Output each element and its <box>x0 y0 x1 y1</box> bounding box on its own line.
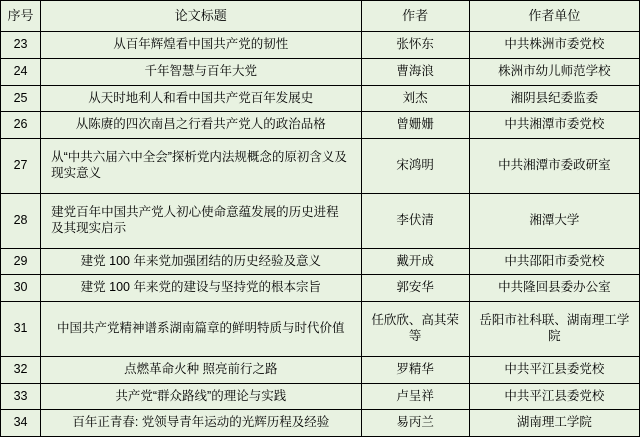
cell-title: 建党百年中国共产党人初心使命意蕴发展的历史进程及其现实启示 <box>41 193 362 248</box>
table-header <box>1 1 640 32</box>
cell-org: 中共邵阳市委党校 <box>469 248 639 275</box>
cell-title: 从陈赓的四次南昌之行看共产党人的政治品格 <box>41 112 362 139</box>
table-row <box>1 357 640 384</box>
cell-title: 建党 100 年来党加强团结的历史经验及意义 <box>41 248 362 275</box>
table-row <box>1 410 640 437</box>
column-header-org: 作者单位 <box>469 1 639 32</box>
table-header-row <box>1 1 640 32</box>
cell-org: 中共湘潭市委党校 <box>469 112 639 139</box>
column-header-author: 作者 <box>361 1 469 32</box>
cell-org: 湘阴县纪委监委 <box>469 85 639 112</box>
cell-author: 卢呈祥 <box>361 383 469 410</box>
cell-org: 中共湘潭市委政研室 <box>469 138 639 193</box>
cell-no: 26 <box>1 112 41 139</box>
cell-no: 25 <box>1 85 41 112</box>
cell-no: 31 <box>1 302 41 357</box>
cell-no: 33 <box>1 383 41 410</box>
table-row <box>1 85 640 112</box>
table-row <box>1 138 640 193</box>
cell-no: 28 <box>1 193 41 248</box>
cell-no: 32 <box>1 357 41 384</box>
cell-no: 30 <box>1 275 41 302</box>
cell-org: 中共隆回县委办公室 <box>469 275 639 302</box>
cell-title: 从“中共六届六中全会”探析党内法规概念的原初含义及现实意义 <box>41 138 362 193</box>
cell-title: 中国共产党精神谱系湖南篇章的鲜明特质与时代价值 <box>41 302 362 357</box>
cell-org: 中共平江县委党校 <box>469 357 639 384</box>
column-header-title: 论文标题 <box>41 1 362 32</box>
cell-author: 刘杰 <box>361 85 469 112</box>
table-row <box>1 302 640 357</box>
cell-title: 点燃革命火种 照亮前行之路 <box>41 357 362 384</box>
cell-org: 中共株洲市委党校 <box>469 32 639 59</box>
cell-title: 共产党“群众路线”的理论与实践 <box>41 383 362 410</box>
cell-author: 易丙兰 <box>361 410 469 437</box>
cell-org: 湖南理工学院 <box>469 410 639 437</box>
cell-author: 郭安华 <box>361 275 469 302</box>
cell-author: 曹海浪 <box>361 58 469 85</box>
table-row <box>1 248 640 275</box>
table-row <box>1 275 640 302</box>
cell-title: 千年智慧与百年大党 <box>41 58 362 85</box>
cell-org: 岳阳市社科联、湖南理工学院 <box>469 302 639 357</box>
cell-author: 罗精华 <box>361 357 469 384</box>
cell-author: 张怀东 <box>361 32 469 59</box>
cell-no: 29 <box>1 248 41 275</box>
cell-author: 任欣欣、高其荣等 <box>361 302 469 357</box>
table-row <box>1 383 640 410</box>
cell-title: 百年正青春: 党领导青年运动的光辉历程及经验 <box>41 410 362 437</box>
cell-no: 23 <box>1 32 41 59</box>
cell-author: 曾姗姗 <box>361 112 469 139</box>
cell-no: 34 <box>1 410 41 437</box>
table-row <box>1 32 640 59</box>
cell-author: 李伏清 <box>361 193 469 248</box>
column-header-no: 序号 <box>1 1 41 32</box>
cell-title: 建党 100 年来党的建设与坚持党的根本宗旨 <box>41 275 362 302</box>
cell-title: 从天时地利人和看中国共产党百年发展史 <box>41 85 362 112</box>
table-body <box>1 32 640 437</box>
cell-org: 中共平江县委党校 <box>469 383 639 410</box>
cell-no: 27 <box>1 138 41 193</box>
cell-author: 宋鸿明 <box>361 138 469 193</box>
cell-org: 株洲市幼儿师范学校 <box>469 58 639 85</box>
cell-author: 戴开成 <box>361 248 469 275</box>
cell-org: 湘潭大学 <box>469 193 639 248</box>
table-row <box>1 193 640 248</box>
table-row <box>1 112 640 139</box>
cell-no: 24 <box>1 58 41 85</box>
table-row <box>1 58 640 85</box>
cell-title: 从百年辉煌看中国共产党的韧性 <box>41 32 362 59</box>
